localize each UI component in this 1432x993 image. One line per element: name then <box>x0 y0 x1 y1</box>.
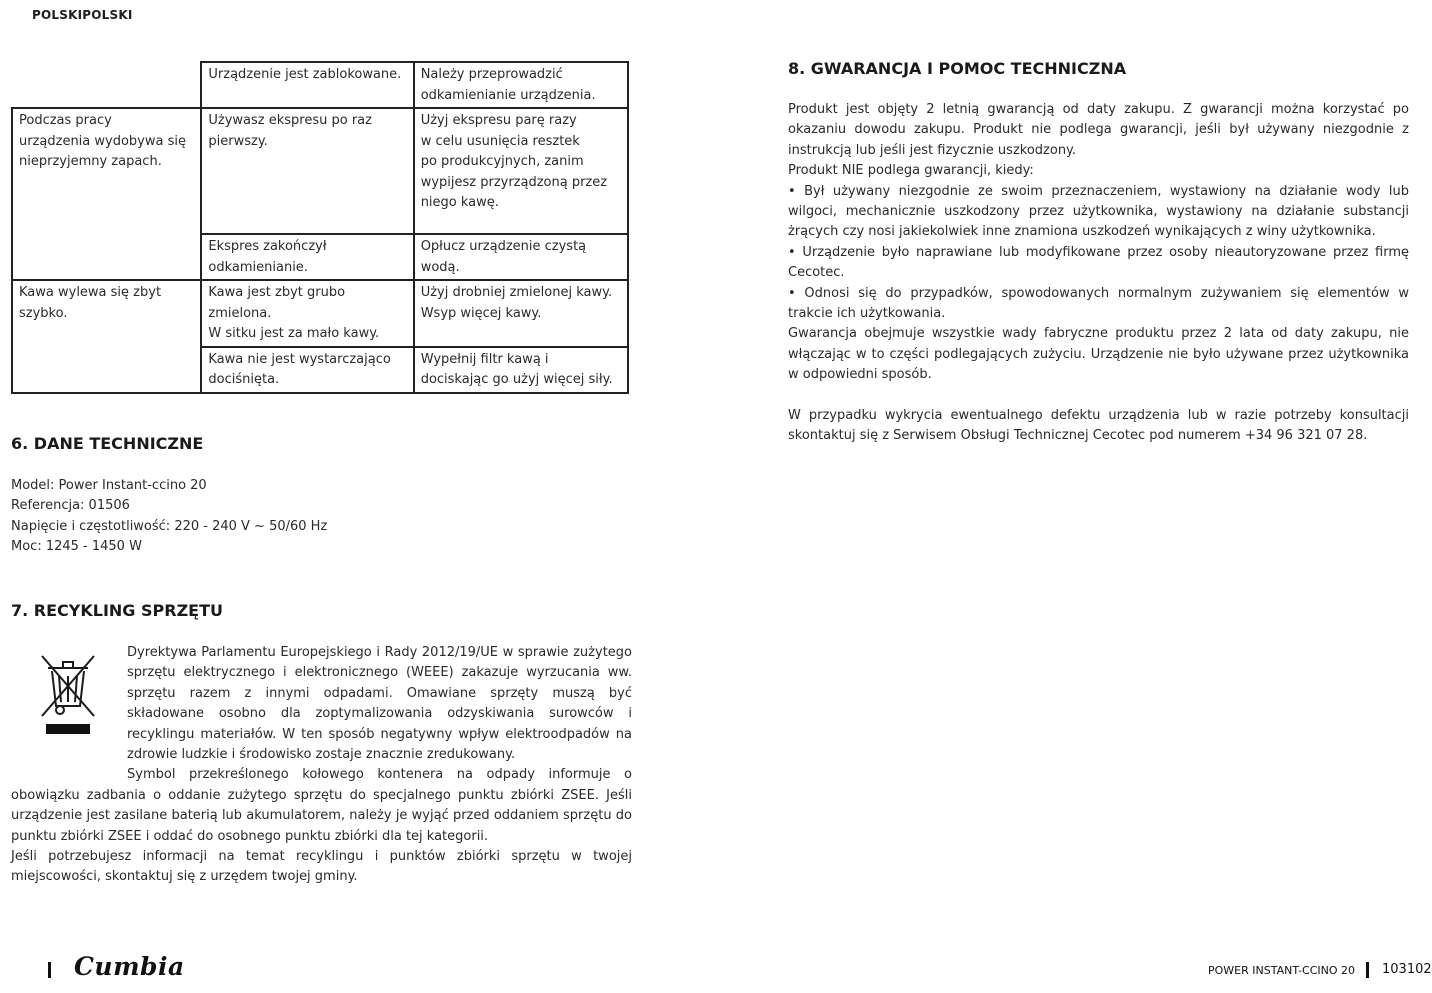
solution-cell: Należy przeprowadzić odkamienianie urządzenia. <box>414 62 628 108</box>
solution-cell: Opłucz urządzenie czystą wodą. <box>414 234 628 280</box>
footer-divider-left <box>48 962 51 978</box>
recycling-paragraph-3: Jeśli potrzebujesz informacji na temat recyklingu i punktów zbiórki sprzętu w twojej miejscowości, skontaktuj się z urzędem twojej gminy. <box>11 849 632 885</box>
cause-cell: Kawa nie jest wystarczająco dociśnięta. <box>201 347 413 393</box>
warranty-bullet-3: • Odnosi się do przypadków, spowodowanych normalnym zużywaniem się elementów w trakcie ich użytkowania. <box>788 285 1409 322</box>
problem-cell: Podczas pracy urządzenia wydobywa się nieprzyjemny zapach. <box>12 108 201 280</box>
tech-voltage: Napięcie i częstotliwość: 220 - 240 V ~ 50/60 Hz <box>11 518 328 534</box>
footer-divider-right <box>1366 962 1369 978</box>
language-header: POLSKIPOLSKI <box>32 8 133 22</box>
cause-cell: Urządzenie jest zablokowane. <box>201 62 413 108</box>
warranty-paragraph-3: Gwarancja obejmuje wszystkie wady fabryczne produktu przez 2 lata od daty zakupu, nie włączając w to części podlegających zużyciu. Urządzenie nie było używane przez użytkownika w odpowiedni sposób. <box>788 326 1409 383</box>
tech-reference: Referencja: 01506 <box>11 498 130 514</box>
recycling-heading: 7. RECYKLING SPRZĘTU <box>11 601 224 620</box>
table-row <box>12 62 628 108</box>
cause-cell: Ekspres zakończył odkamienianie. <box>201 234 413 280</box>
warranty-bullet-1: • Był używany niezgodnie ze swoim przeznaczeniem, wystawiony na działanie wody lub wilgoci, mechanicznie uszkodzony przez użytkownika, wystawiony na działanie substancji żrących czy nosi jakiekolwiek inne znamiona uszkodzeń wynikających z winy użytkownika. <box>788 183 1409 240</box>
technical-heading: 6. DANE TECHNICZNE <box>11 434 204 453</box>
cause-cell: Kawa jest zbyt grubo zmielona. W sitku jest za mało kawy. <box>201 280 413 347</box>
footer-model-name: POWER INSTANT-CCINO 20 <box>1208 964 1355 977</box>
table-row <box>12 280 628 347</box>
recycling-paragraph-2: Symbol przekreślonego kołowego kontenera na odpady informuje o obowiązku zadbania o oddanie zużytego sprzętu do specjalnego punktu zbiórki ZSEE. Jeśli urządzenie jest zasilane baterią lub akumulatorem, należy je wyjąć przed oddaniem sprzętu do punktu zbiórki ZSEE i oddać do osobnego punktu zbiórki dla tej kategorii. <box>11 767 632 844</box>
recycling-text <box>11 643 632 888</box>
tech-model: Model: Power Instant-ccino 20 <box>11 478 207 493</box>
problem-cell: Kawa wylewa się zbyt szybko. <box>12 280 201 393</box>
tech-power: Moc: 1245 - 1450 W <box>11 539 142 555</box>
warranty-text <box>788 100 1409 447</box>
recycling-paragraph-1: Dyrektywa Parlamentu Europejskiego i Rady 2012/19/UE w sprawie zużytego sprzętu elektrycznego i elektronicznego (WEEE) zakazuje wyrzucania ww. sprzętu razem z innymi odpadami. Omawiane sprzęty muszą być składowane osobno dla zoptymalizowania odzyskiwania surowców i recyklingu materiałów. W ten sposób negatywny wpływ elektroodpadów na zdrowie ludzkie i środowisko zostaje znacznie zredukowany. <box>127 645 632 763</box>
warranty-bullet-2: • Urządzenie było naprawiane lub modyfikowane przez osoby nieautoryzowane przez firmę Cecotec. <box>788 244 1409 281</box>
warranty-heading: 8. GWARANCJA I POMOC TECHNICZNA <box>788 59 1127 78</box>
warranty-paragraph-2: Produkt NIE podlega gwarancji, kiedy: <box>788 163 1034 179</box>
solution-cell: Wypełnij filtr kawą i dociskając go użyj więcej siły. <box>414 347 628 393</box>
brand-logo: Cumbia <box>74 952 185 981</box>
troubleshooting-table <box>11 61 629 394</box>
cause-cell: Używasz ekspresu po raz pierwszy. <box>201 108 413 234</box>
table-row <box>12 108 628 234</box>
solution-cell: Użyj ekspresu parę razy w celu usunięcia resztek po produkcyjnych, zanim wypijesz przyrządzoną przez niego kawę. <box>414 108 628 234</box>
solution-cell: Użyj drobniej zmielonej kawy. Wsyp więcej kawy. <box>414 280 628 347</box>
warranty-paragraph-1: Produkt jest objęty 2 letnią gwarancją od daty zakupu. Z gwarancji można korzystać po okazaniu dowodu zakupu. Produkt nie podlega gwarancji, jeśli był używany niezgodnie z instrukcją lub jeśli jest fizycznie uszkodzony. <box>788 102 1409 158</box>
problem-cell <box>12 62 201 108</box>
footer-page-code: 103102 <box>1382 962 1432 977</box>
technical-data <box>11 476 411 558</box>
warranty-paragraph-4: W przypadku wykrycia ewentualnego defektu urządzenia lub w razie potrzeby konsultacji skontaktuj się z Serwisem Obsługi Technicznej Cecotec pod numerem +34 96 321 07 28. <box>788 407 1409 444</box>
